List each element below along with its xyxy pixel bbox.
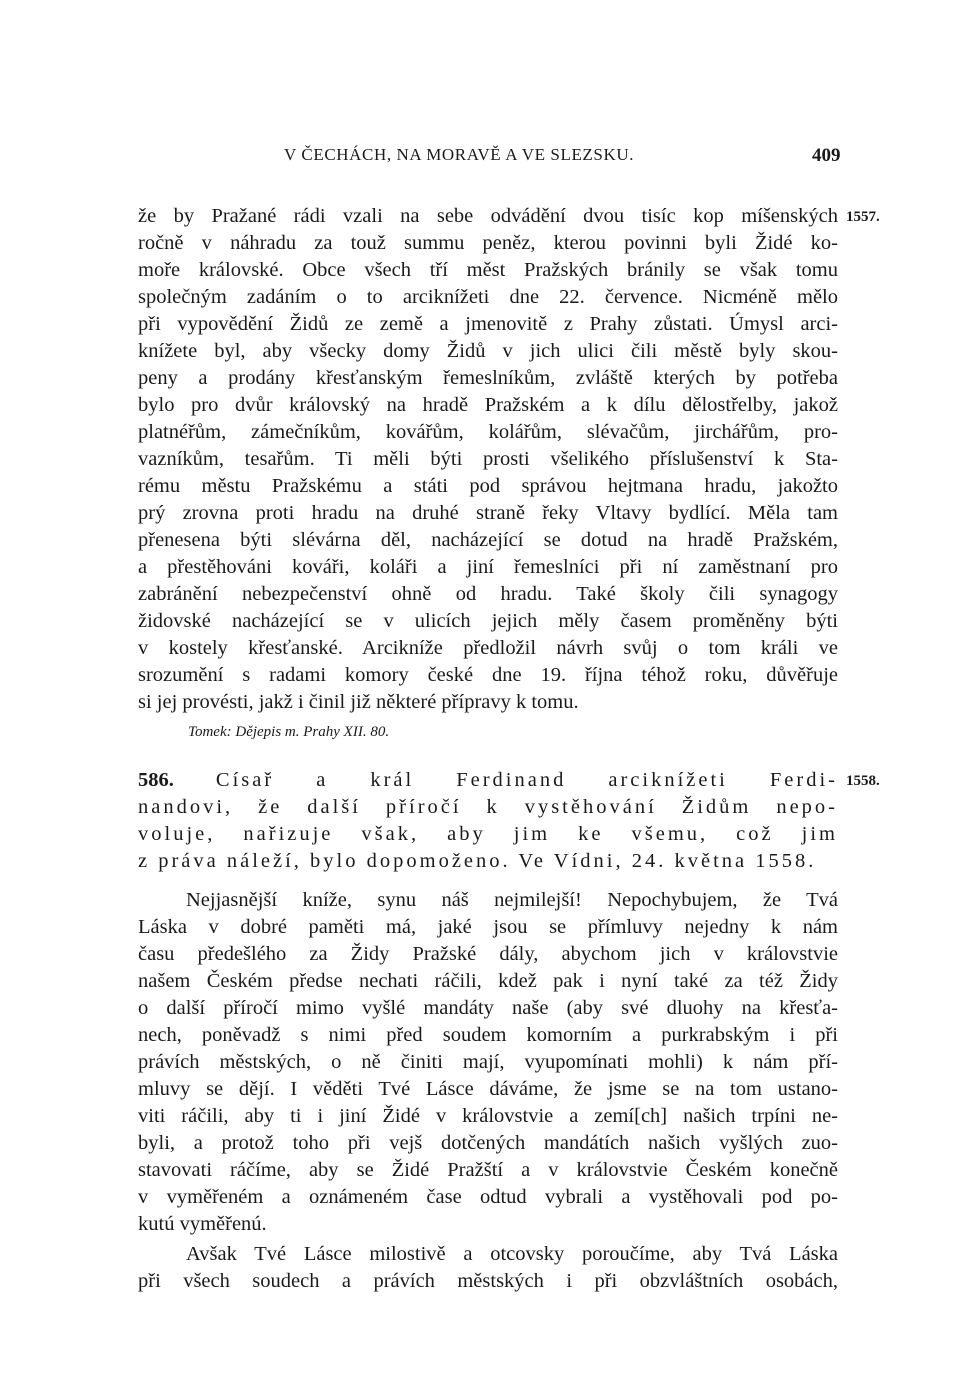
text-line: knížete byl, aby všecky domy Židů v jich ulici čili městě byly skou- xyxy=(138,340,838,362)
text-line: právích městských, o ně činiti mají, vyupomínati mohli) k nám pří- xyxy=(138,1051,838,1073)
text-line: viti ráčili, aby ti i jiní Židé v královstvie a zemí[ch] našich trpíni ne- xyxy=(138,1105,838,1127)
document-heading-line xyxy=(138,767,838,793)
running-head: V ČECHÁCH, NA MORAVĚ A VE SLEZSKU. xyxy=(284,145,635,164)
text-line: že by Pražané rádi vzali na sebe odvádění dvou tisíc kop míšenských xyxy=(138,205,838,227)
document-heading-line: z práva náleží, bylo dopomoženo. Ve Vídni, 24. května 1558. xyxy=(138,850,817,872)
text-line: bylo pro dvůr královský na hradě Pražském a k dílu dělostřelby, jakož xyxy=(138,394,838,416)
text-line: kutú vyměřenú. xyxy=(138,1213,267,1235)
margin-year: 1557. xyxy=(846,209,880,225)
text-line: židovské nacházející se v ulicích jejich měly časem proměněny býti xyxy=(138,610,838,632)
text-line: času předešlého za Židy Pražské dály, abychom jich v královstvie xyxy=(138,943,838,965)
text-line: a přestěhováni kováři, koláři a jiní řemeslníci při ní zaměstnaní pro xyxy=(138,556,838,578)
margin-year: 1558. xyxy=(846,773,880,789)
source-citation: Tomek: Dějepis m. Prahy XII. 80. xyxy=(188,724,390,740)
text-line: společným zadáním o to arciknížeti dne 22. července. Nicméně mělo xyxy=(138,286,838,308)
document-number: 586. xyxy=(138,769,174,791)
text-line: v kostely křesťanské. Arcikníže předložil návrh svůj o tom králi ve xyxy=(138,637,838,659)
text-line: našem Českém předse nechati ráčili, kdež pak i nyní také za též Židy xyxy=(138,970,838,992)
text-line: Nejjasnější kníže, synu náš nejmilejší! Nepochybujem, že Tvá xyxy=(186,889,838,911)
text-line: zabránění nebezpečenství ohně od hradu. Také školy čili synagogy xyxy=(138,583,838,605)
heading-text: Císař a král Ferdinand arciknížeti Ferdi- xyxy=(215,769,839,791)
text-line: moře královské. Obce všech tří měst Pražských bránily se však tomu xyxy=(138,259,838,281)
text-line: v vyměřeném a oznámeném čase odtud vybrali a vystěhovali pod po- xyxy=(138,1186,838,1208)
text-line: Avšak Tvé Lásce milostivě a otcovsky poroučíme, aby Tvá Láska xyxy=(186,1243,838,1265)
text-line: přenesena býti slévárna děl, nacházející se dotud na hradě Pražském, xyxy=(138,529,838,551)
text-line: platnéřům, zámečníkům, kovářům, kolářům, slévačům, jirchářům, pro- xyxy=(138,421,838,443)
text-line: rému městu Pražskému a státi pod správou hejtmana hradu, jakožto xyxy=(138,475,838,497)
document-heading-line: voluje, nařizuje však, aby jim ke všemu, což jim xyxy=(138,823,838,845)
text-line: ročně v náhradu za touž summu peněz, kterou povinni byli Židé ko- xyxy=(138,232,838,254)
text-line: stavovati ráčíme, aby se Židé Pražští a v královstvie Českém konečně xyxy=(138,1159,838,1181)
text-line: při vypovědění Židů ze země a jmenovitě z Prahy zůstati. Úmysl arci- xyxy=(138,313,838,335)
text-line: peny a prodány křesťanským řemeslníkům, zvláště kterých by potřeba xyxy=(138,367,838,389)
page-header xyxy=(0,145,960,171)
page-number: 409 xyxy=(812,145,841,166)
text-line: nech, poněvadž s nimi před soudem komorním a purkrabským i při xyxy=(138,1024,838,1046)
text-line: vazníkům, tesařům. Ti měli býti prosti všelikého příslušenství k Sta- xyxy=(138,448,838,470)
text-line: o další příročí mimo vyšlé mandáty naše (aby své dluohy na křesťa- xyxy=(138,997,838,1019)
text-line: srozumění s radami komory české dne 19. října téhož roku, důvěřuje xyxy=(138,664,838,686)
document-heading-line: nandovi, že další příročí k vystěhování Židům nepo- xyxy=(138,796,838,818)
text-line: byli, a protož toho při vejš dotčených mandátích našich vyšlých zuo- xyxy=(138,1132,838,1154)
text-line: mluvy se dějí. I věděti Tvé Lásce dáváme, že jsme se na tom ustano- xyxy=(138,1078,838,1100)
text-line: prý zrovna proti hradu na druhé straně řeky Vltavy bydlící. Měla tam xyxy=(138,502,838,524)
text-line: Láska v dobré paměti má, jaké jsou se přímluvy nejedny k nám xyxy=(138,916,838,938)
text-line: při všech soudech a právích městských i při obzvláštních osobách, xyxy=(138,1270,838,1292)
text-line: si jej provésti, jakž i činil již některé přípravy k tomu. xyxy=(138,691,579,713)
